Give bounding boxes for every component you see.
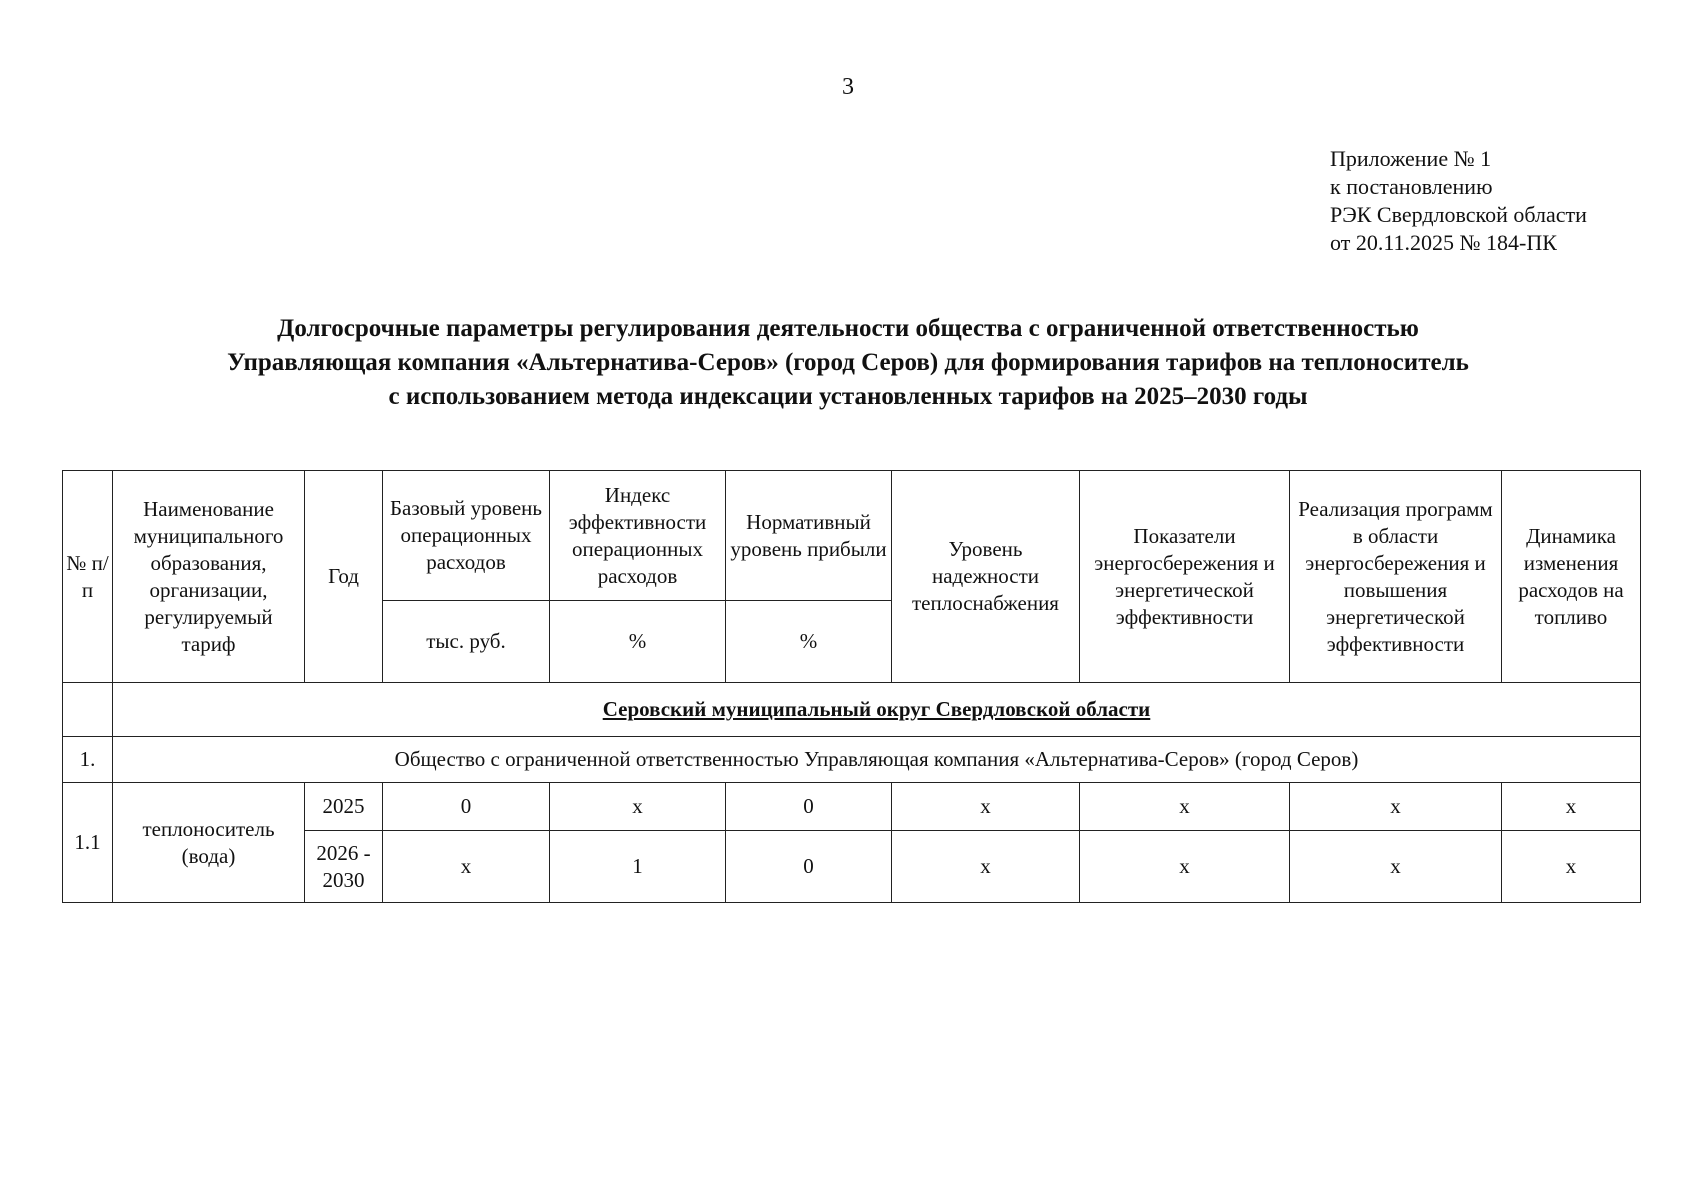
cell-programs: х <box>1290 831 1502 903</box>
item-name: теплоноситель (вода) <box>113 783 305 903</box>
cell-fuel: х <box>1502 783 1641 831</box>
municipality-row <box>63 683 1641 737</box>
unit-base: тыс. руб. <box>383 601 550 683</box>
header-reliability: Уровень надежности теплоснабжения <box>892 471 1080 683</box>
org-name: Общество с ограниченной ответственностью Управляющая компания «Альтернатива-Серов» (город Серов) <box>113 737 1641 783</box>
header-num: № п/п <box>63 471 113 683</box>
cell-year: 2026 - 2030 <box>305 831 383 903</box>
cell-profit: 0 <box>726 831 892 903</box>
header-profit: Нормативный уровень прибыли <box>726 471 892 601</box>
cell-energy-indicators: х <box>1080 783 1290 831</box>
header-base: Базовый уровень операционных расходов <box>383 471 550 601</box>
cell-reliability: х <box>892 783 1080 831</box>
cell-index: х <box>550 783 726 831</box>
header-name: Наименование муниципального образования, организации, регулируемый тариф <box>113 471 305 683</box>
municipality-num-cell <box>63 683 113 737</box>
cell-year: 2025 <box>305 783 383 831</box>
cell-profit: 0 <box>726 783 892 831</box>
appendix-line: к постановлению <box>1330 174 1493 199</box>
municipality-name: Серовский муниципальный округ Свердловской области <box>602 697 1151 721</box>
appendix-line: от 20.11.2025 № 184-ПК <box>1330 230 1557 255</box>
page-number: 3 <box>842 74 854 100</box>
header-index: Индекс эффективности операционных расходов <box>550 471 726 601</box>
municipality-cell <box>113 683 1641 737</box>
cell-reliability: х <box>892 831 1080 903</box>
title-line: с использованием метода индексации установленных тарифов на 2025–2030 годы <box>388 383 1308 410</box>
title-line: Долгосрочные параметры регулирования деятельности общества с ограниченной ответственностью <box>277 315 1419 342</box>
appendix-line: Приложение № 1 <box>1330 146 1492 171</box>
parameters-table <box>62 470 1641 903</box>
cell-programs: х <box>1290 783 1502 831</box>
header-fuel: Динамика изменения расходов на топливо <box>1502 471 1641 683</box>
cell-base: х <box>383 831 550 903</box>
cell-energy-indicators: х <box>1080 831 1290 903</box>
cell-base: 0 <box>383 783 550 831</box>
table-row <box>63 783 1641 831</box>
document-title <box>60 312 1636 414</box>
unit-profit: % <box>726 601 892 683</box>
appendix-note <box>1330 145 1587 257</box>
org-num: 1. <box>63 737 113 783</box>
header-programs: Реализация программ в области энергосбережения и повышения энергетической эффективности <box>1290 471 1502 683</box>
header-year: Год <box>305 471 383 683</box>
item-num: 1.1 <box>63 783 113 903</box>
unit-index: % <box>550 601 726 683</box>
header-row <box>63 471 1641 601</box>
title-line: Управляющая компания «Альтернатива-Серов» (город Серов) для формирования тарифов на теплоноситель <box>227 349 1469 376</box>
appendix-line: РЭК Свердловской области <box>1330 202 1587 227</box>
header-energy-indicators: Показатели энергосбережения и энергетической эффективности <box>1080 471 1290 683</box>
organization-row <box>63 737 1641 783</box>
cell-index: 1 <box>550 831 726 903</box>
cell-fuel: х <box>1502 831 1641 903</box>
